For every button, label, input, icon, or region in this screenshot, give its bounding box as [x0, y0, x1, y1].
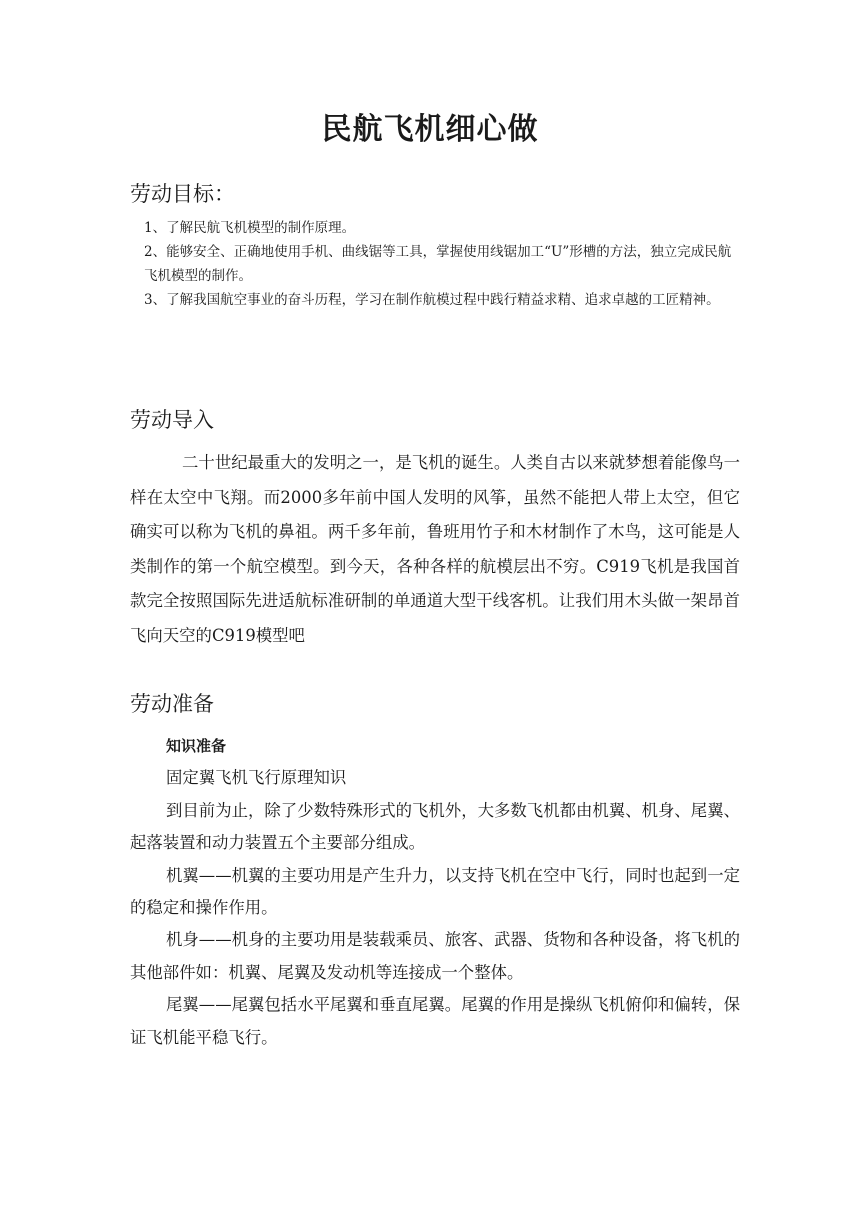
intro-paragraph: 二十世纪最重大的发明之一，是飞机的诞生。人类自古以来就梦想着能像鸟一样在太空中飞翔。而2000多年前中国人发明的风筝，虽然不能把人带上太空，但它确实可以称为飞机的鼻祖。两千多年前，鲁班用竹子和木材制作了木鸟，这可能是人类制作的第一个航空模型。到今天，各种各样的航模层出不穷。C919飞机是我国首款完全按照国际先进适航标准研制的单通道大型干线客机。让我们用木头做一架昂首飞向天空的C919模型吧 [130, 453, 740, 645]
prep-paragraph: 到目前为止，除了少数特殊形式的飞机外，大多数飞机都由机翼、机身、尾翼、起落装置和动力装置五个主要部分组成。 [130, 800, 740, 853]
prep-paragraph: 机翼——机翼的主要功用是产生升力，以支持飞机在空中飞行，同时也起到一定的稳定和操作作用。 [130, 865, 740, 918]
goal-item-1: 1、了解民航飞机模型的制作原理。 [144, 220, 356, 236]
goals-heading: 劳动目标： [130, 182, 235, 206]
document-title: 民航飞机细心做 [321, 112, 539, 147]
intro-heading: 劳动导入 [130, 408, 214, 432]
prep-paragraph: 尾翼——尾翼包括水平尾翼和垂直尾翼。尾翼的作用是操纵飞机俯仰和偏转，保证飞机能平稳飞行。 [130, 995, 740, 1047]
prep-paragraph: 固定翼飞机飞行原理知识 [166, 768, 347, 788]
prep-paragraph: 机身——机身的主要功用是装载乘员、旅客、武器、货物和各种设备，将飞机的其他部件如：机翼、尾翼及发动机等连接成一个整体。 [130, 930, 740, 982]
goal-item-3: 3、了解我国航空事业的奋斗历程，学习在制作航模过程中践行精益求精、追求卓越的工匠精神。 [144, 292, 720, 308]
prep-subheading: 知识准备 [166, 737, 227, 755]
goal-item-2: 2、能够安全、正确地使用手机、曲线锯等工具，掌握使用线锯加工“U”形槽的方法，独立完成民航飞机模型的制作。 [144, 244, 732, 284]
prep-section [130, 730, 740, 1054]
prep-heading: 劳动准备 [130, 692, 214, 716]
goals-list [130, 216, 740, 312]
